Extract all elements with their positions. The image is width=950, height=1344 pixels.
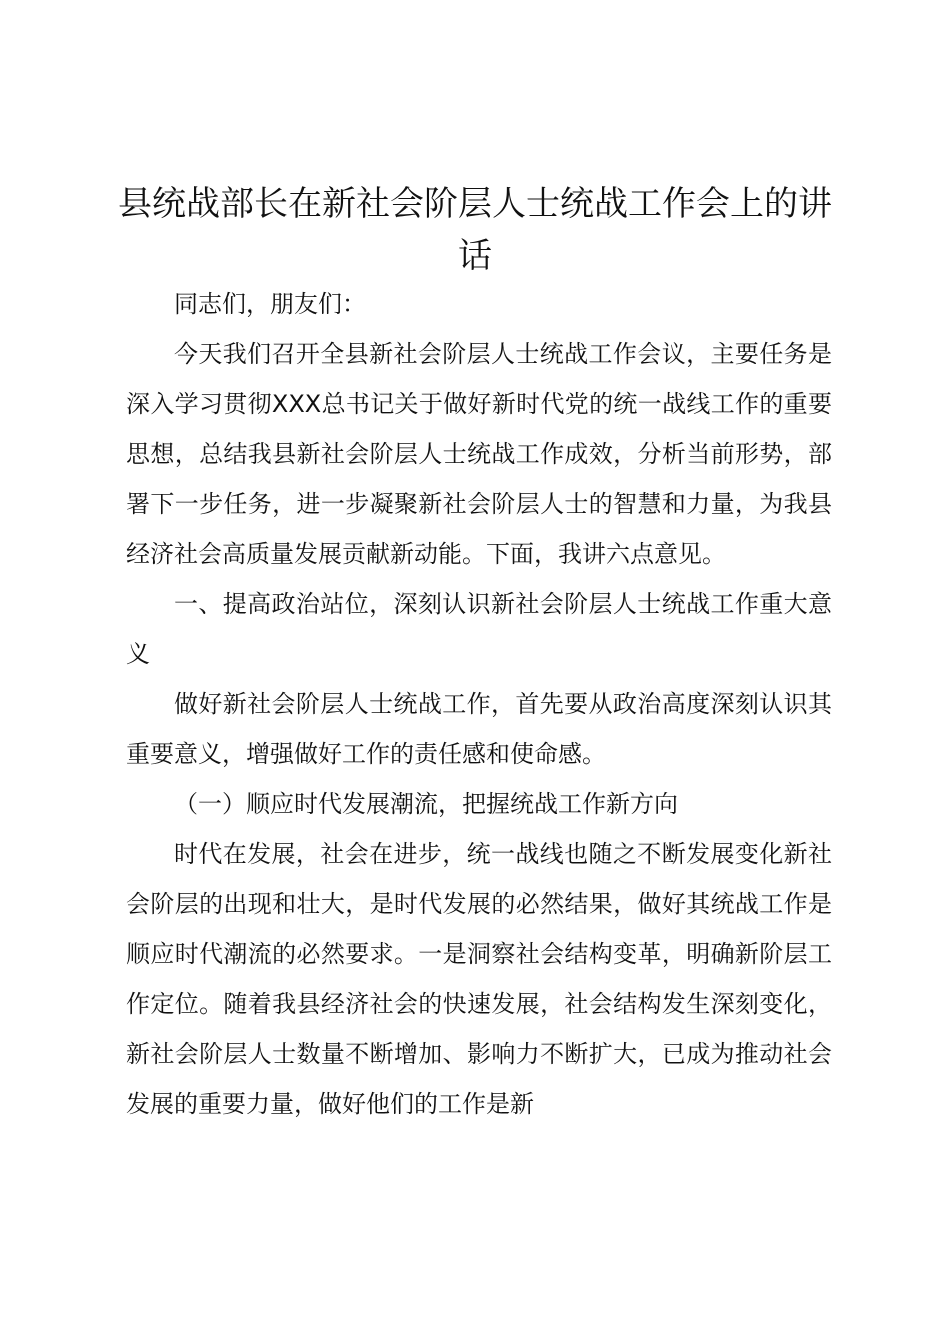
section-heading-1: 一、提高政治站位，深刻认识新社会阶层人士统战工作重大意义 (126, 590, 832, 668)
paragraph-salutation: 同志们，朋友们： (174, 290, 366, 318)
subsection-heading-1: （一）顺应时代发展潮流，把握统战工作新方向 (174, 790, 678, 818)
paragraph-subsection-1: 时代在发展，社会在进步，统一战线也随之不断发展变化新社会阶层的出现和壮大，是时代发展的必然结果，做好其统战工作是顺应时代潮流的必然要求。一是洞察社会结构变革，明确新阶层工作定位。随着我县经济社会的快速发展，社会结构发生深刻变化，新社会阶层人士数量不断增加、影响力不断扩大，已成为推动社会发展的重要力量，做好他们的工作是新 (126, 840, 832, 1118)
paragraph-intro: 今天我们召开全县新社会阶层人士统战工作会议，主要任务是深入学习贯彻XXX总书记关于做好新时代党的统一战线工作的重要思想，总结我县新社会阶层人士统战工作成效，分析当前形势，部署下一步任务，进一步凝聚新社会阶层人士的智慧和力量，为我县经济社会高质量发展贡献新动能。下面，我讲六点意见。 (126, 340, 832, 568)
document-title: 县统战部长在新社会阶层人士统战工作会上的讲话 (118, 184, 832, 276)
paragraph-section-1-intro: 做好新社会阶层人士统战工作，首先要从政治高度深刻认识其重要意义，增强做好工作的责任感和使命感。 (126, 690, 832, 768)
document-body (126, 279, 832, 1129)
